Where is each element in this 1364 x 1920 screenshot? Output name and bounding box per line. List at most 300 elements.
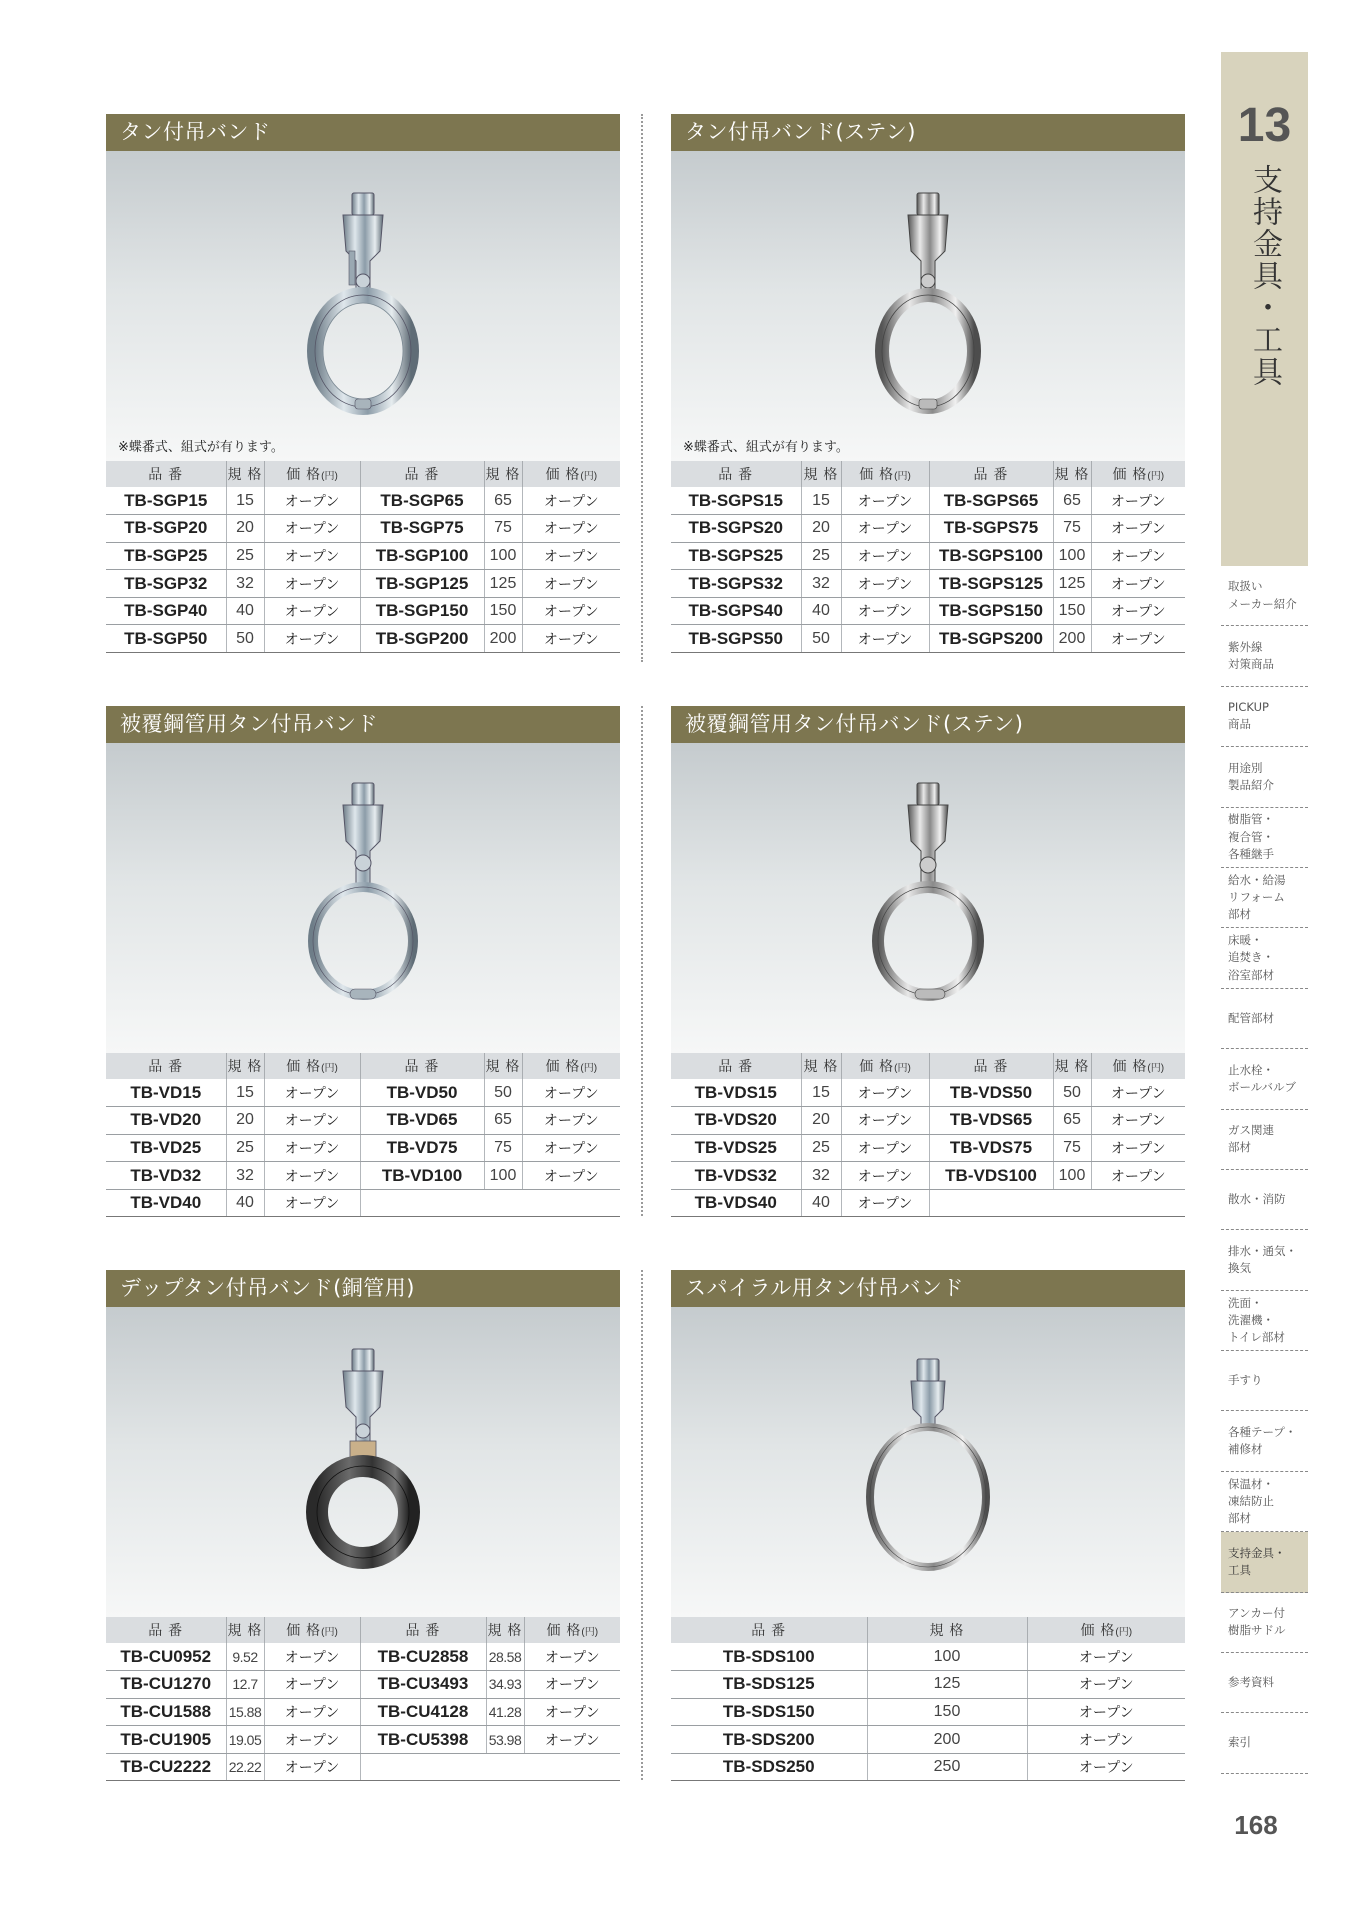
empty-cell bbox=[524, 1753, 620, 1781]
product-price: オープン bbox=[841, 597, 929, 625]
column-header bbox=[1091, 1053, 1185, 1079]
section-tb-sds bbox=[671, 1270, 1185, 1781]
column-header bbox=[524, 1617, 620, 1643]
product-size: 15.88 bbox=[226, 1698, 264, 1726]
product-code: TB-CU4128 bbox=[360, 1698, 486, 1726]
product-price: オープン bbox=[841, 1079, 929, 1107]
column-header: 規 格 bbox=[484, 1053, 522, 1079]
product-size: 15 bbox=[801, 1079, 841, 1107]
product-code: TB-SGP32 bbox=[106, 570, 226, 598]
product-code: TB-SDS150 bbox=[671, 1698, 867, 1726]
empty-cell bbox=[484, 1189, 522, 1217]
column-header bbox=[1091, 461, 1185, 487]
product-price: オープン bbox=[1091, 1079, 1185, 1107]
product-size: 100 bbox=[1053, 1162, 1091, 1190]
column-header-label: 価 格 bbox=[286, 1058, 322, 1074]
column-header-unit: (円) bbox=[321, 471, 338, 482]
table-row bbox=[671, 625, 1185, 653]
product-code: TB-SGP100 bbox=[360, 542, 484, 570]
column-header-label: 価 格 bbox=[286, 466, 322, 482]
column-header bbox=[264, 1617, 360, 1643]
product-size: 15 bbox=[226, 1079, 264, 1107]
column-header bbox=[522, 461, 620, 487]
product-price: オープン bbox=[264, 1162, 360, 1190]
table-row bbox=[671, 1189, 1185, 1217]
section-tb-vd bbox=[106, 706, 620, 1217]
table-header-row bbox=[106, 461, 620, 487]
product-size: 65 bbox=[1053, 1107, 1091, 1135]
column-header: 品 番 bbox=[671, 1053, 801, 1079]
product-size: 75 bbox=[484, 515, 522, 543]
section-title: スパイラル用タン付吊バンド bbox=[671, 1270, 1185, 1307]
table-row bbox=[106, 1079, 620, 1107]
column-divider bbox=[641, 114, 643, 662]
product-size: 125 bbox=[484, 570, 522, 598]
product-code: TB-VD15 bbox=[106, 1079, 226, 1107]
section-tb-sgp bbox=[106, 114, 620, 653]
product-code: TB-SGPS200 bbox=[929, 625, 1053, 653]
product-price: オープン bbox=[1091, 1134, 1185, 1162]
product-price: オープン bbox=[1091, 625, 1185, 653]
column-header: 規 格 bbox=[867, 1617, 1027, 1643]
product-code: TB-VD25 bbox=[106, 1134, 226, 1162]
product-size: 40 bbox=[801, 597, 841, 625]
product-size: 100 bbox=[1053, 542, 1091, 570]
nav-item-label: 参考資料 bbox=[1228, 1675, 1274, 1690]
product-code: TB-VD32 bbox=[106, 1162, 226, 1190]
product-code: TB-SGPS125 bbox=[929, 570, 1053, 598]
table-row bbox=[106, 1698, 620, 1726]
product-size: 50 bbox=[801, 625, 841, 653]
product-price: オープン bbox=[264, 1643, 360, 1671]
table-row bbox=[106, 1753, 620, 1781]
product-price: オープン bbox=[264, 1726, 360, 1754]
product-size: 65 bbox=[484, 487, 522, 515]
column-header-unit: (円) bbox=[894, 471, 911, 482]
product-photo bbox=[106, 1307, 620, 1617]
product-size: 32 bbox=[801, 1162, 841, 1190]
product-size: 25 bbox=[801, 542, 841, 570]
product-code: TB-SGP40 bbox=[106, 597, 226, 625]
product-price: オープン bbox=[1027, 1671, 1185, 1699]
product-size: 25 bbox=[801, 1134, 841, 1162]
product-code: TB-SGP20 bbox=[106, 515, 226, 543]
product-size: 20 bbox=[801, 515, 841, 543]
column-header: 品 番 bbox=[929, 1053, 1053, 1079]
section-title: デップタン付吊バンド(銅管用) bbox=[106, 1270, 620, 1307]
product-price: オープン bbox=[1091, 597, 1185, 625]
nav-item-label: 支持金具・ 工具 bbox=[1228, 1545, 1286, 1577]
table-row bbox=[106, 1671, 620, 1699]
column-header: 規 格 bbox=[486, 1617, 524, 1643]
product-code: TB-SGPS15 bbox=[671, 487, 801, 515]
nav-item[interactable] bbox=[1221, 1593, 1308, 1653]
product-price: オープン bbox=[264, 1671, 360, 1699]
product-size: 19.05 bbox=[226, 1726, 264, 1754]
product-size: 20 bbox=[226, 1107, 264, 1135]
product-size: 100 bbox=[484, 1162, 522, 1190]
product-price: オープン bbox=[264, 597, 360, 625]
product-size: 41.28 bbox=[486, 1698, 524, 1726]
product-code: TB-SGP125 bbox=[360, 570, 484, 598]
table-row bbox=[106, 542, 620, 570]
product-price: オープン bbox=[522, 515, 620, 543]
section-tb-cu bbox=[106, 1270, 620, 1781]
empty-cell bbox=[486, 1753, 524, 1781]
nav-item[interactable] bbox=[1221, 1472, 1308, 1532]
empty-cell bbox=[1091, 1189, 1185, 1217]
chapter-tab[interactable] bbox=[1221, 52, 1308, 566]
product-price: オープン bbox=[841, 515, 929, 543]
product-price: オープン bbox=[264, 1753, 360, 1781]
table-header-row bbox=[106, 1617, 620, 1643]
product-price: オープン bbox=[841, 542, 929, 570]
product-size: 40 bbox=[226, 1189, 264, 1217]
product-code: TB-SGP25 bbox=[106, 542, 226, 570]
column-header: 品 番 bbox=[671, 1617, 867, 1643]
nav-item[interactable] bbox=[1221, 868, 1308, 928]
table-header-row bbox=[671, 1053, 1185, 1079]
product-code: TB-VDS20 bbox=[671, 1107, 801, 1135]
product-code: TB-CU1588 bbox=[106, 1698, 226, 1726]
table-row bbox=[106, 1726, 620, 1754]
product-size: 40 bbox=[801, 1189, 841, 1217]
product-code: TB-VD75 bbox=[360, 1134, 484, 1162]
product-code: TB-VDS100 bbox=[929, 1162, 1053, 1190]
product-price: オープン bbox=[522, 487, 620, 515]
column-header-label: 価 格 bbox=[546, 1622, 582, 1638]
product-photo bbox=[106, 151, 620, 461]
product-code: TB-SGPS20 bbox=[671, 515, 801, 543]
nav-item-label: 配管部材 bbox=[1228, 1010, 1274, 1025]
column-header bbox=[264, 1053, 360, 1079]
section-title: タン付吊バンド bbox=[106, 114, 620, 151]
product-code: TB-VDS32 bbox=[671, 1162, 801, 1190]
nav-item[interactable] bbox=[1221, 626, 1308, 686]
product-size: 75 bbox=[1053, 515, 1091, 543]
product-code: TB-VDS40 bbox=[671, 1189, 801, 1217]
column-header-label: 価 格 bbox=[545, 1058, 581, 1074]
column-header: 品 番 bbox=[360, 461, 484, 487]
column-header: 規 格 bbox=[484, 461, 522, 487]
table-row bbox=[106, 1134, 620, 1162]
product-code: TB-VD100 bbox=[360, 1162, 484, 1190]
column-header: 規 格 bbox=[801, 1053, 841, 1079]
column-header: 規 格 bbox=[226, 1617, 264, 1643]
column-header: 規 格 bbox=[1053, 461, 1091, 487]
chapter-title: 支持金具・工具 bbox=[1247, 164, 1282, 388]
product-size: 28.58 bbox=[486, 1643, 524, 1671]
nav-item-label: 保温材・ 凍結防止 部材 bbox=[1228, 1476, 1274, 1526]
nav-item[interactable] bbox=[1221, 928, 1308, 988]
table-row bbox=[106, 570, 620, 598]
product-price: オープン bbox=[522, 625, 620, 653]
product-price: オープン bbox=[522, 1107, 620, 1135]
product-price: オープン bbox=[522, 570, 620, 598]
product-size: 125 bbox=[1053, 570, 1091, 598]
table-row bbox=[106, 597, 620, 625]
product-price: オープン bbox=[524, 1643, 620, 1671]
product-size: 50 bbox=[226, 625, 264, 653]
product-code: TB-CU5398 bbox=[360, 1726, 486, 1754]
table-row bbox=[106, 1189, 620, 1217]
band-hanger-icon bbox=[853, 191, 1003, 431]
table-row bbox=[671, 515, 1185, 543]
product-code: TB-CU2222 bbox=[106, 1753, 226, 1781]
product-price: オープン bbox=[522, 542, 620, 570]
product-size: 9.52 bbox=[226, 1643, 264, 1671]
nav-item-label: PICKUP 商品 bbox=[1228, 700, 1269, 732]
product-code: TB-SDS125 bbox=[671, 1671, 867, 1699]
column-header-unit: (円) bbox=[1147, 471, 1165, 482]
column-header-unit: (円) bbox=[1147, 1063, 1165, 1074]
column-header: 規 格 bbox=[1053, 1053, 1091, 1079]
product-price: オープン bbox=[524, 1726, 620, 1754]
nav-item[interactable] bbox=[1221, 1170, 1308, 1230]
product-price: オープン bbox=[841, 1107, 929, 1135]
product-code: TB-SDS200 bbox=[671, 1726, 867, 1754]
table-row bbox=[671, 1107, 1185, 1135]
product-price: オープン bbox=[1027, 1726, 1185, 1754]
product-price: オープン bbox=[264, 1107, 360, 1135]
product-price: オープン bbox=[1091, 515, 1185, 543]
column-header: 品 番 bbox=[360, 1053, 484, 1079]
table-row bbox=[106, 515, 620, 543]
column-header-label: 価 格 bbox=[859, 1058, 895, 1074]
product-size: 65 bbox=[1053, 487, 1091, 515]
table-row bbox=[671, 1079, 1185, 1107]
spec-table bbox=[106, 1053, 620, 1217]
product-size: 32 bbox=[801, 570, 841, 598]
nav-item-label: 止水栓・ ボールバルブ bbox=[1228, 1062, 1296, 1094]
column-header-unit: (円) bbox=[580, 1063, 598, 1074]
product-code: TB-SGPS32 bbox=[671, 570, 801, 598]
product-code: TB-VD50 bbox=[360, 1079, 484, 1107]
product-code: TB-SGP65 bbox=[360, 487, 484, 515]
nav-item[interactable] bbox=[1221, 687, 1308, 747]
table-header-row bbox=[671, 1617, 1185, 1643]
product-price: オープン bbox=[1027, 1698, 1185, 1726]
column-header-label: 価 格 bbox=[1080, 1622, 1116, 1638]
nav-item[interactable] bbox=[1221, 1230, 1308, 1290]
chapter-number: 13 bbox=[1237, 99, 1292, 152]
product-code: TB-SGPS25 bbox=[671, 542, 801, 570]
table-row bbox=[106, 1162, 620, 1190]
product-price: オープン bbox=[841, 1134, 929, 1162]
table-row bbox=[671, 542, 1185, 570]
nav-item-label: 用途別 製品紹介 bbox=[1228, 760, 1274, 792]
product-price: オープン bbox=[522, 1162, 620, 1190]
product-price: オープン bbox=[841, 570, 929, 598]
product-code: TB-CU0952 bbox=[106, 1643, 226, 1671]
column-header: 品 番 bbox=[360, 1617, 486, 1643]
nav-item[interactable] bbox=[1221, 1110, 1308, 1170]
product-code: TB-VDS15 bbox=[671, 1079, 801, 1107]
nav-item[interactable] bbox=[1221, 808, 1308, 868]
product-code: TB-VD20 bbox=[106, 1107, 226, 1135]
product-code: TB-SGP75 bbox=[360, 515, 484, 543]
product-price: オープン bbox=[1091, 1162, 1185, 1190]
spec-table bbox=[106, 1617, 620, 1781]
product-size: 65 bbox=[484, 1107, 522, 1135]
nav-item[interactable] bbox=[1221, 1411, 1308, 1471]
table-row bbox=[671, 570, 1185, 598]
product-code: TB-SGPS100 bbox=[929, 542, 1053, 570]
product-price: オープン bbox=[264, 1698, 360, 1726]
product-size: 50 bbox=[1053, 1079, 1091, 1107]
column-header: 規 格 bbox=[801, 461, 841, 487]
product-price: オープン bbox=[264, 625, 360, 653]
product-code: TB-VD65 bbox=[360, 1107, 484, 1135]
product-price: オープン bbox=[264, 542, 360, 570]
empty-cell bbox=[360, 1189, 484, 1217]
product-price: オープン bbox=[841, 487, 929, 515]
nav-item-label: 床暖・ 追焚き・ 浴室部材 bbox=[1228, 933, 1274, 982]
product-size: 20 bbox=[801, 1107, 841, 1135]
product-code: TB-CU3493 bbox=[360, 1671, 486, 1699]
product-price: オープン bbox=[264, 570, 360, 598]
product-size: 40 bbox=[226, 597, 264, 625]
table-row bbox=[671, 1134, 1185, 1162]
product-size: 25 bbox=[226, 1134, 264, 1162]
column-header bbox=[522, 1053, 620, 1079]
table-row bbox=[106, 487, 620, 515]
product-code: TB-VDS25 bbox=[671, 1134, 801, 1162]
product-size: 20 bbox=[226, 515, 264, 543]
empty-cell bbox=[929, 1189, 1053, 1217]
column-divider bbox=[641, 1270, 643, 1780]
product-size: 125 bbox=[867, 1671, 1027, 1699]
product-size: 22.22 bbox=[226, 1753, 264, 1781]
product-size: 32 bbox=[226, 570, 264, 598]
nav-item[interactable] bbox=[1221, 747, 1308, 807]
nav-item[interactable] bbox=[1221, 1291, 1308, 1351]
column-header-unit: (円) bbox=[580, 471, 598, 482]
nav-item[interactable] bbox=[1221, 1653, 1308, 1713]
column-header-label: 価 格 bbox=[545, 466, 581, 482]
table-header-row bbox=[106, 1053, 620, 1079]
product-price: オープン bbox=[1091, 542, 1185, 570]
table-row bbox=[671, 1162, 1185, 1190]
product-code: TB-SGPS40 bbox=[671, 597, 801, 625]
product-size: 200 bbox=[1053, 625, 1091, 653]
band-hanger-icon bbox=[853, 781, 1003, 1021]
nav-item[interactable] bbox=[1221, 566, 1308, 626]
nav-item-label: 取扱い メーカー紹介 bbox=[1228, 579, 1297, 611]
column-header bbox=[264, 461, 360, 487]
column-header: 品 番 bbox=[106, 1617, 226, 1643]
nav-item[interactable] bbox=[1221, 1351, 1308, 1411]
product-size: 150 bbox=[867, 1698, 1027, 1726]
product-size: 75 bbox=[1053, 1134, 1091, 1162]
product-size: 200 bbox=[484, 625, 522, 653]
product-code: TB-SGPS50 bbox=[671, 625, 801, 653]
product-price: オープン bbox=[1027, 1643, 1185, 1671]
column-header-unit: (円) bbox=[321, 1627, 338, 1638]
page-number: 168 bbox=[1234, 1810, 1278, 1840]
band-hanger-icon bbox=[288, 191, 438, 431]
table-row bbox=[671, 1671, 1185, 1699]
product-price: オープン bbox=[1027, 1753, 1185, 1781]
product-code: TB-SGP50 bbox=[106, 625, 226, 653]
column-header-label: 価 格 bbox=[1112, 466, 1148, 482]
product-size: 32 bbox=[226, 1162, 264, 1190]
nav-item-label: 給水・給湯 リフォーム 部材 bbox=[1228, 872, 1286, 922]
product-code: TB-VDS65 bbox=[929, 1107, 1053, 1135]
nav-item[interactable] bbox=[1221, 989, 1308, 1049]
product-price: オープン bbox=[1091, 570, 1185, 598]
nav-item-label: アンカー付 樹脂サドル bbox=[1228, 1606, 1286, 1638]
section-tb-vds bbox=[671, 706, 1185, 1217]
product-price: オープン bbox=[522, 1134, 620, 1162]
column-header bbox=[841, 461, 929, 487]
product-code: TB-SGP150 bbox=[360, 597, 484, 625]
product-code: TB-CU2858 bbox=[360, 1643, 486, 1671]
product-code: TB-SGPS150 bbox=[929, 597, 1053, 625]
product-size: 100 bbox=[867, 1643, 1027, 1671]
product-size: 150 bbox=[484, 597, 522, 625]
band-hanger-icon bbox=[288, 1347, 438, 1587]
product-code: TB-SGPS75 bbox=[929, 515, 1053, 543]
product-price: オープン bbox=[841, 1189, 929, 1217]
column-header-label: 価 格 bbox=[859, 466, 895, 482]
product-code: TB-VDS50 bbox=[929, 1079, 1053, 1107]
product-price: オープン bbox=[524, 1671, 620, 1699]
product-price: オープン bbox=[841, 625, 929, 653]
column-header: 品 番 bbox=[106, 461, 226, 487]
product-code: TB-SGP200 bbox=[360, 625, 484, 653]
nav-item[interactable] bbox=[1221, 1049, 1308, 1109]
product-size: 34.93 bbox=[486, 1671, 524, 1699]
column-header: 規 格 bbox=[226, 461, 264, 487]
column-header-label: 価 格 bbox=[286, 1622, 322, 1638]
column-header-unit: (円) bbox=[1115, 1627, 1133, 1638]
product-price: オープン bbox=[264, 487, 360, 515]
nav-item[interactable] bbox=[1221, 1713, 1308, 1773]
product-photo bbox=[106, 743, 620, 1053]
column-divider bbox=[641, 706, 643, 1216]
column-header: 規 格 bbox=[226, 1053, 264, 1079]
table-row bbox=[671, 597, 1185, 625]
table-header-row bbox=[671, 461, 1185, 487]
spec-table bbox=[671, 1617, 1185, 1781]
product-code: TB-VD40 bbox=[106, 1189, 226, 1217]
product-price: オープン bbox=[841, 1162, 929, 1190]
table-row bbox=[106, 625, 620, 653]
product-photo bbox=[671, 1307, 1185, 1617]
column-header-unit: (円) bbox=[894, 1063, 911, 1074]
nav-item[interactable] bbox=[1221, 1532, 1308, 1592]
band-hanger-icon bbox=[853, 1357, 1003, 1597]
product-size: 150 bbox=[1053, 597, 1091, 625]
product-size: 75 bbox=[484, 1134, 522, 1162]
product-price: オープン bbox=[264, 515, 360, 543]
nav-item-label: 散水・消防 bbox=[1228, 1191, 1286, 1206]
product-price: オープン bbox=[264, 1134, 360, 1162]
band-hanger-icon bbox=[288, 781, 438, 1021]
nav-item-label: 樹脂管・ 複合管・ 各種継手 bbox=[1228, 812, 1274, 861]
section-title: 被覆鋼管用タン付吊バンド bbox=[106, 706, 620, 743]
column-header: 品 番 bbox=[671, 461, 801, 487]
table-row bbox=[106, 1107, 620, 1135]
note: ※蝶番式、組式が有ります。 bbox=[118, 440, 284, 455]
note: ※蝶番式、組式が有ります。 bbox=[683, 440, 849, 455]
product-price: オープン bbox=[1091, 487, 1185, 515]
empty-cell bbox=[360, 1753, 486, 1781]
product-size: 250 bbox=[867, 1753, 1027, 1781]
product-size: 50 bbox=[484, 1079, 522, 1107]
column-header: 品 番 bbox=[106, 1053, 226, 1079]
